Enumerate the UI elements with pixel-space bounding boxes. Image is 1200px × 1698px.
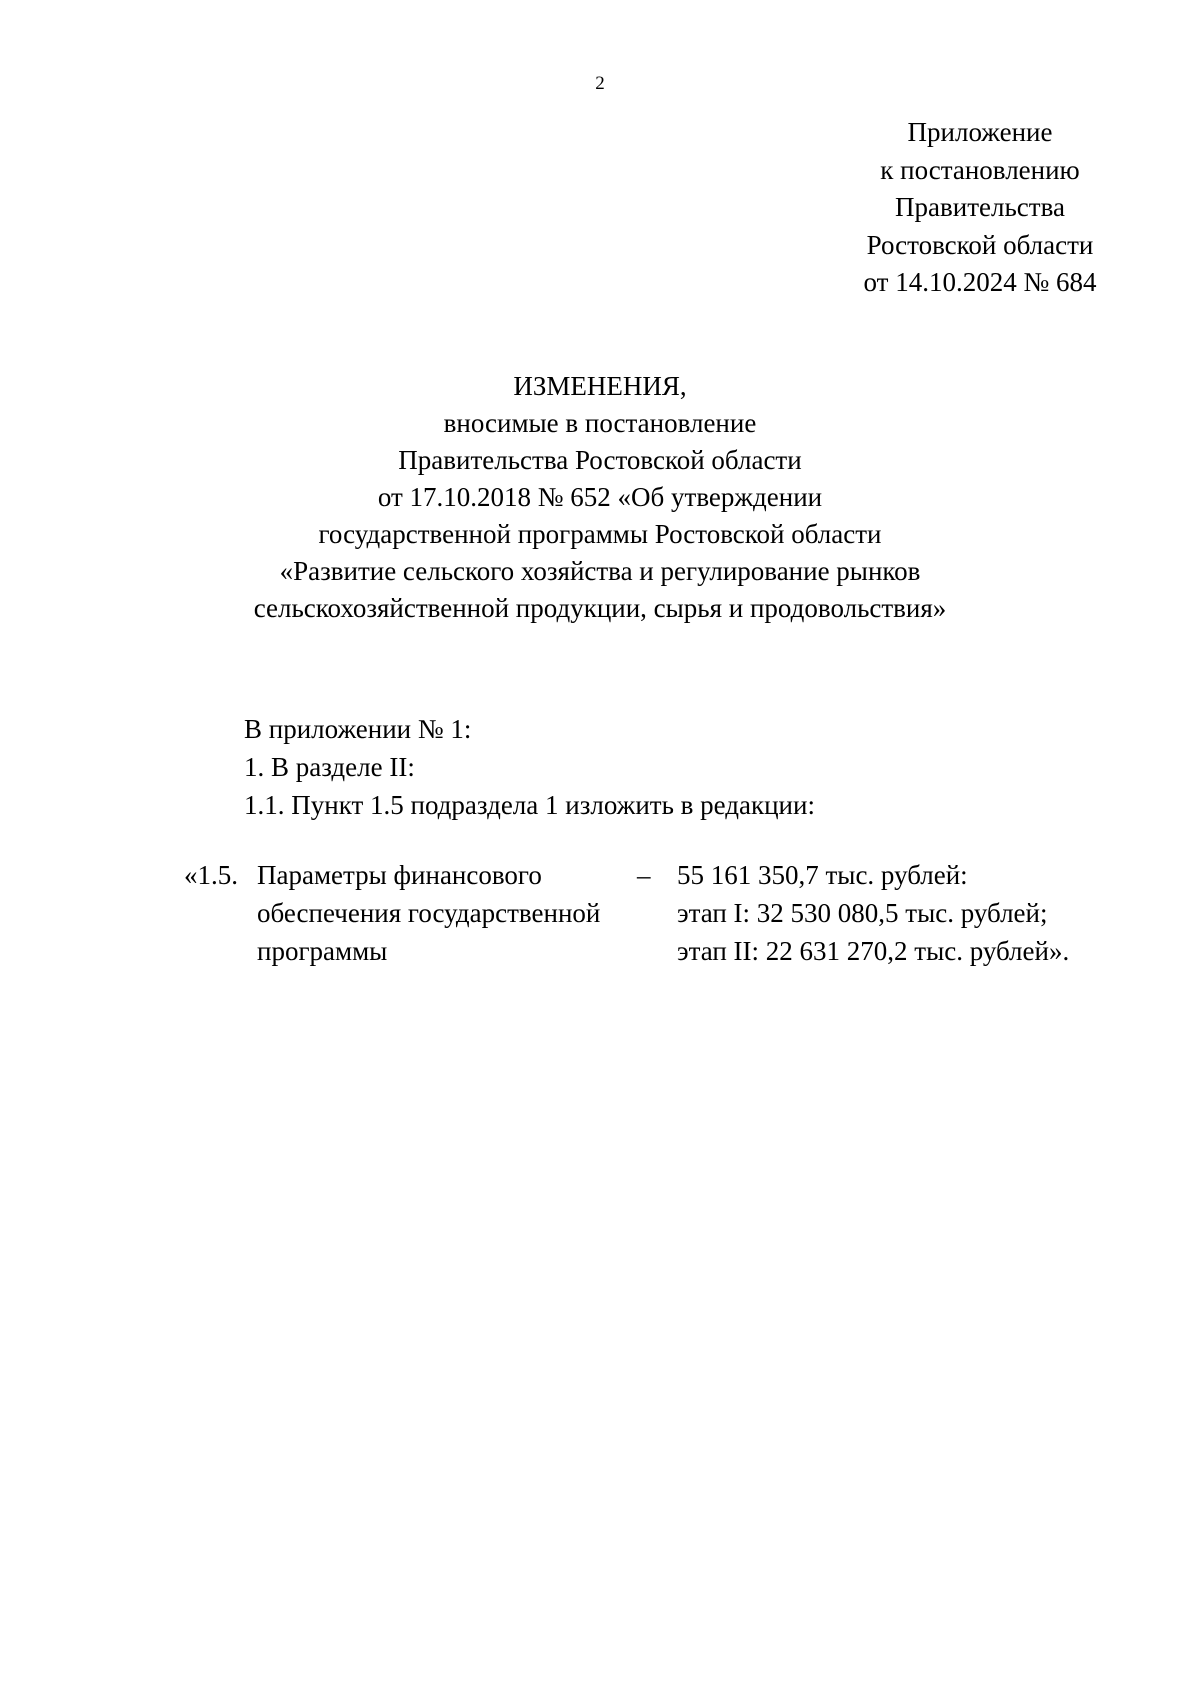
document-title: [200, 368, 1000, 627]
parameter-stage-value: этап I: 32 530 080,5 тыс. рублей;: [677, 898, 1048, 928]
parameter-label-line: программы: [257, 936, 388, 966]
title-heading: ИЗМЕНЕНИЯ,: [513, 371, 687, 401]
appendix-header: [830, 114, 1130, 302]
appendix-line: Ростовской области: [866, 229, 1094, 260]
appendix-line: Правительства: [895, 192, 1065, 222]
parameter-stage-value: этап II: 22 631 270,2 тыс. рублей».: [677, 936, 1070, 966]
title-line: сельскохозяйственной продукции, сырья и продовольствия»: [253, 593, 947, 623]
title-line: Правительства Ростовской области: [398, 445, 802, 475]
title-line: государственной программы Ростовской области: [318, 519, 882, 549]
parameter-values: [677, 856, 1157, 970]
body-paragraph: 1.1. Пункт 1.5 подраздела 1 изложить в редакции:: [244, 790, 815, 820]
appendix-line: к постановлению: [880, 154, 1080, 185]
parameter-dash: –: [637, 860, 651, 890]
parameter-total-value: 55 161 350,7 тыс. рублей:: [677, 860, 968, 890]
title-line: «Развитие сельского хозяйства и регулирование рынков: [279, 556, 921, 586]
parameter-label-line: обеспечения государственной: [257, 898, 601, 928]
appendix-date-number: от 14.10.2024 № 684: [863, 267, 1097, 297]
document-body: [244, 710, 1144, 824]
body-paragraph: 1. В разделе II:: [244, 752, 415, 782]
appendix-line: Приложение: [907, 117, 1053, 147]
title-line: вносимые в постановление: [443, 408, 757, 438]
title-line: от 17.10.2018 № 652 «Об утверждении: [377, 482, 823, 512]
parameter-number: «1.5.: [184, 860, 238, 890]
body-paragraph: В приложении № 1:: [244, 714, 472, 744]
parameter-label: [257, 856, 637, 970]
page-number: 2: [595, 73, 605, 94]
parameter-label-line: Параметры финансового: [257, 860, 542, 890]
